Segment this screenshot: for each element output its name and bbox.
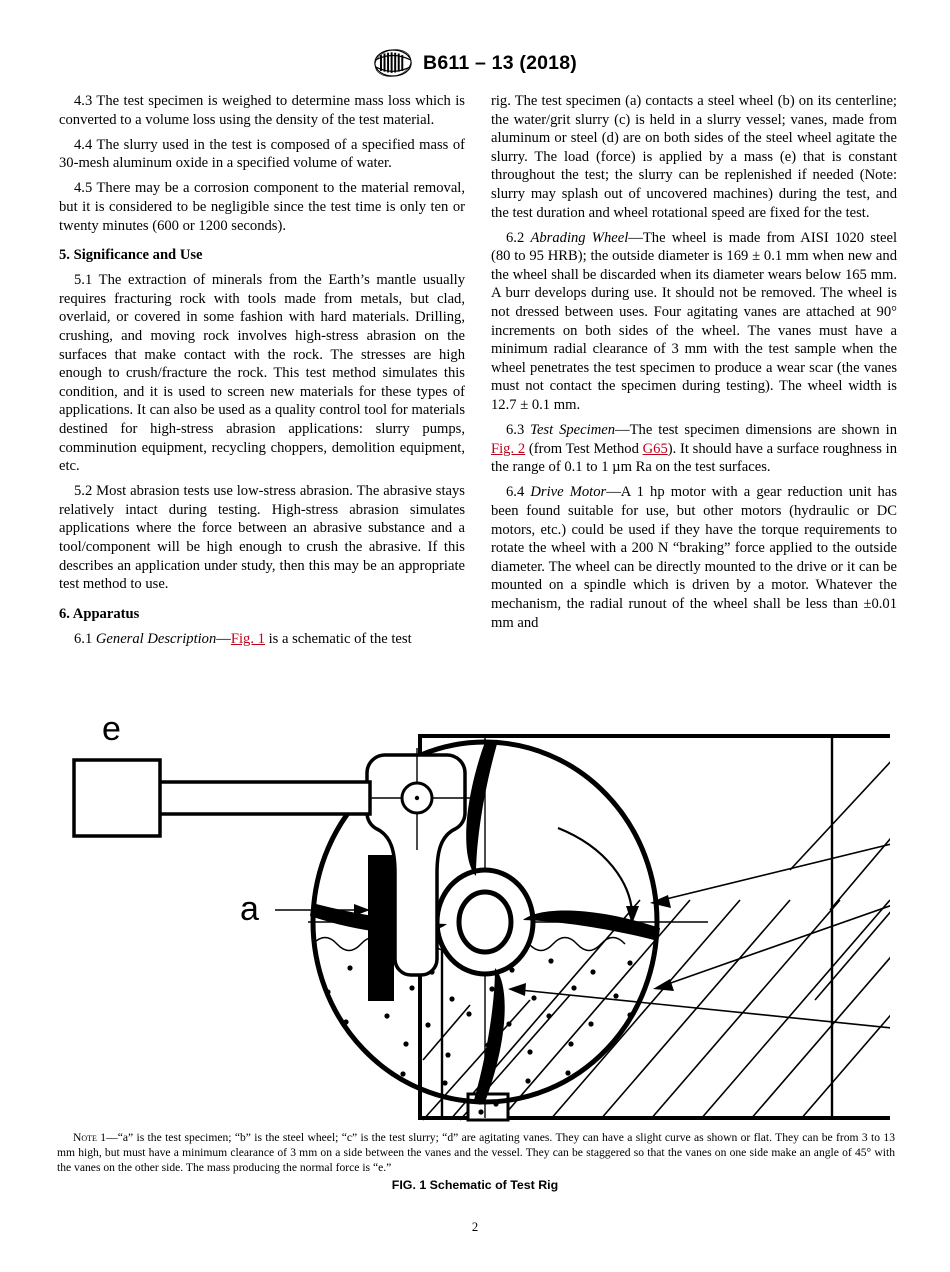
paragraph-6-3-number: 6.3 (506, 422, 531, 439)
left-column (59, 92, 465, 697)
link-fig-2[interactable]: Fig. 2 (491, 440, 526, 457)
paragraph-4-5: 4.5 There may be a corrosion component to the material removal, but it is considered to be negligible since the test time is only ten or twenty minutes (600 or 1200 seconds). (59, 180, 465, 234)
heading-significance-and-use: 5. Significance and Use (59, 247, 203, 264)
page-number: 2 (471, 1220, 479, 1234)
test-rig-diagram (60, 700, 890, 1132)
paragraph-6-3-part1: The test specimen dimensions are shown in (629, 422, 898, 439)
link-fig-1[interactable]: Fig. 1 (230, 630, 265, 647)
figure-label-a: a (240, 890, 259, 928)
paragraph-6-1-dash: — (216, 630, 231, 647)
figure-1-schematic (0, 700, 950, 1132)
drain-channel (468, 1094, 508, 1120)
paragraph-6-2-term: Abrading Wheel (530, 229, 629, 246)
document-designation: B611 – 13 (2018) (423, 51, 577, 74)
wheel-hub-inner (459, 892, 511, 952)
paragraph-6-1 (59, 630, 465, 649)
astm-logo-icon (373, 48, 413, 78)
paragraph-4-3: 4.3 The test specimen is weighed to determine mass loss which is converted to a volume loss using the density of the test material. (59, 93, 465, 128)
heading-apparatus: 6. Apparatus (59, 605, 140, 622)
paragraph-6-2-dash: — (628, 229, 643, 246)
paragraph-6-4-number: 6.4 (506, 484, 531, 501)
paragraph-6-3 (491, 421, 897, 477)
paragraph-6-1-number: 6.1 (74, 630, 96, 647)
paragraph-5-1: 5.1 The extraction of minerals from the Earth’s mantle usually requires fracturing rock with tools made from metals, but clad, overlaid, or covered in some fashion with hard materials. Drilling, crushing, and moving rock involves high-stress abrasion on the surfaces that make contact with the rock. The stresses are high enough to crush/fracture the rock. This test method simulates this condition, and it is used to screen new materials for these types of applications. It can also be used as a quality control tool for materials destined for high-stress abrasion applications: slurry pumps, comminution equipment, recycling choppers, demolition equipment, etc. (59, 272, 465, 475)
paragraph-4-4: 4.4 The slurry used in the test is composed of a specified mass of 30-mesh aluminum oxide in a specified volume of water. (59, 136, 465, 172)
paragraph-6-3-term: Test Specimen (530, 422, 616, 439)
figure-title: FIG. 1 Schematic of Test Rig (391, 1178, 559, 1192)
figure-label-e: e (102, 710, 121, 748)
paragraph-6-4-rest: A 1 hp motor with a gear reduction unit has been found suitable for use, but other motors (hydraulic or DC motors, etc.) could be used if they have the torque requirements to rotate the wheel with a 200 N “braking” force applied to the outside diameter. The wheel can be directly mounted to the drive or it can be mounted on a spindle which is driven by a motor. Whatever the mechanism, the radial runout of the wheel shall be less than ±0.01 mm and (491, 484, 898, 631)
paragraph-6-1-rest: is a schematic of the test (264, 630, 412, 647)
note-label: Note (73, 1131, 97, 1144)
paragraph-6-2-number: 6.2 (506, 229, 531, 246)
paragraph-6-3-part2: (from Test Method (525, 440, 643, 457)
mass-block (74, 760, 160, 836)
paragraph-6-3-part3: ). It should have a surface roughness in the range of 0.1 to 1 µm Ra on the test surfaces. (491, 440, 897, 476)
paragraph-6-2-rest: The wheel is made from AISI 1020 steel (80 to 95 HRB); the outside diameter is 169 ± 0.1 mm when new and the wheel shall be discarded when its diameter wears below 165 mm. A burr develops during use. It should not be removed. The wheel is not dressed between uses. Four agitating vanes are attached at 90° increments on both sides of the wheel. The vanes must have a minimum radial clearance of 3 mm with the test sample when the wheel penetrates the test specimen to produce a wear scar (the vanes must not contact the specimen during testing). The wheel width is 12.7 ± 0.1 mm. (491, 229, 898, 413)
paragraph-6-2 (491, 229, 897, 415)
test-specimen (368, 855, 394, 1001)
body-columns (59, 92, 897, 697)
note-number: 1— (96, 1131, 118, 1144)
paragraph-6-1-term: General Description (95, 630, 217, 647)
link-g65[interactable]: G65 (642, 440, 668, 457)
paragraph-5-2: 5.2 Most abrasion tests use low-stress abrasion. The abrasive stays relatively intact during testing. High-stress abrasion simulates applications where the force between an abrasive substance and a tool/component will be high enough to crush the abrasive. If this describes an application under study, then this may be an appropriate test method to use. (59, 483, 465, 593)
page-header (0, 48, 950, 78)
lever-arm (156, 782, 370, 814)
note-text: “a” is the test specimen; “b” is the steel wheel; “c” is the test slurry; “d” are agitating vanes. They can have a slight curve as shown or flat. They can be from 3 to 13 mm high, but must have a minimum clearance of 3 mm on a side between the vanes and the vessel. They can be staggered so that the vanes on one side make an angle of 45° with the vanes on the other side. The mass producing the normal force is “e.” (57, 1131, 895, 1175)
paragraph-6-4-term: Drive Motor (530, 484, 607, 501)
right-column (491, 92, 897, 697)
paragraph-6-1-continued: rig. The test specimen (a) contacts a steel wheel (b) on its centerline; the water/grit slurry (c) is held in a slurry vessel; vanes, made from aluminum or steel (d) are on both sides of the steel wheel agitate the slurry. The load (force) is applied by a mass (e) that is constant throughout the test; the slurry can be replenished if needed (Note: slurry may splash out of uncovered machines) during the test, and the test duration and wheel rotational speed are fixed for the test. (491, 93, 897, 221)
figure-note (57, 1130, 895, 1175)
paragraph-6-3-dash: — (615, 422, 630, 439)
paragraph-6-4-dash: — (606, 484, 621, 501)
paragraph-6-4 (491, 483, 897, 632)
